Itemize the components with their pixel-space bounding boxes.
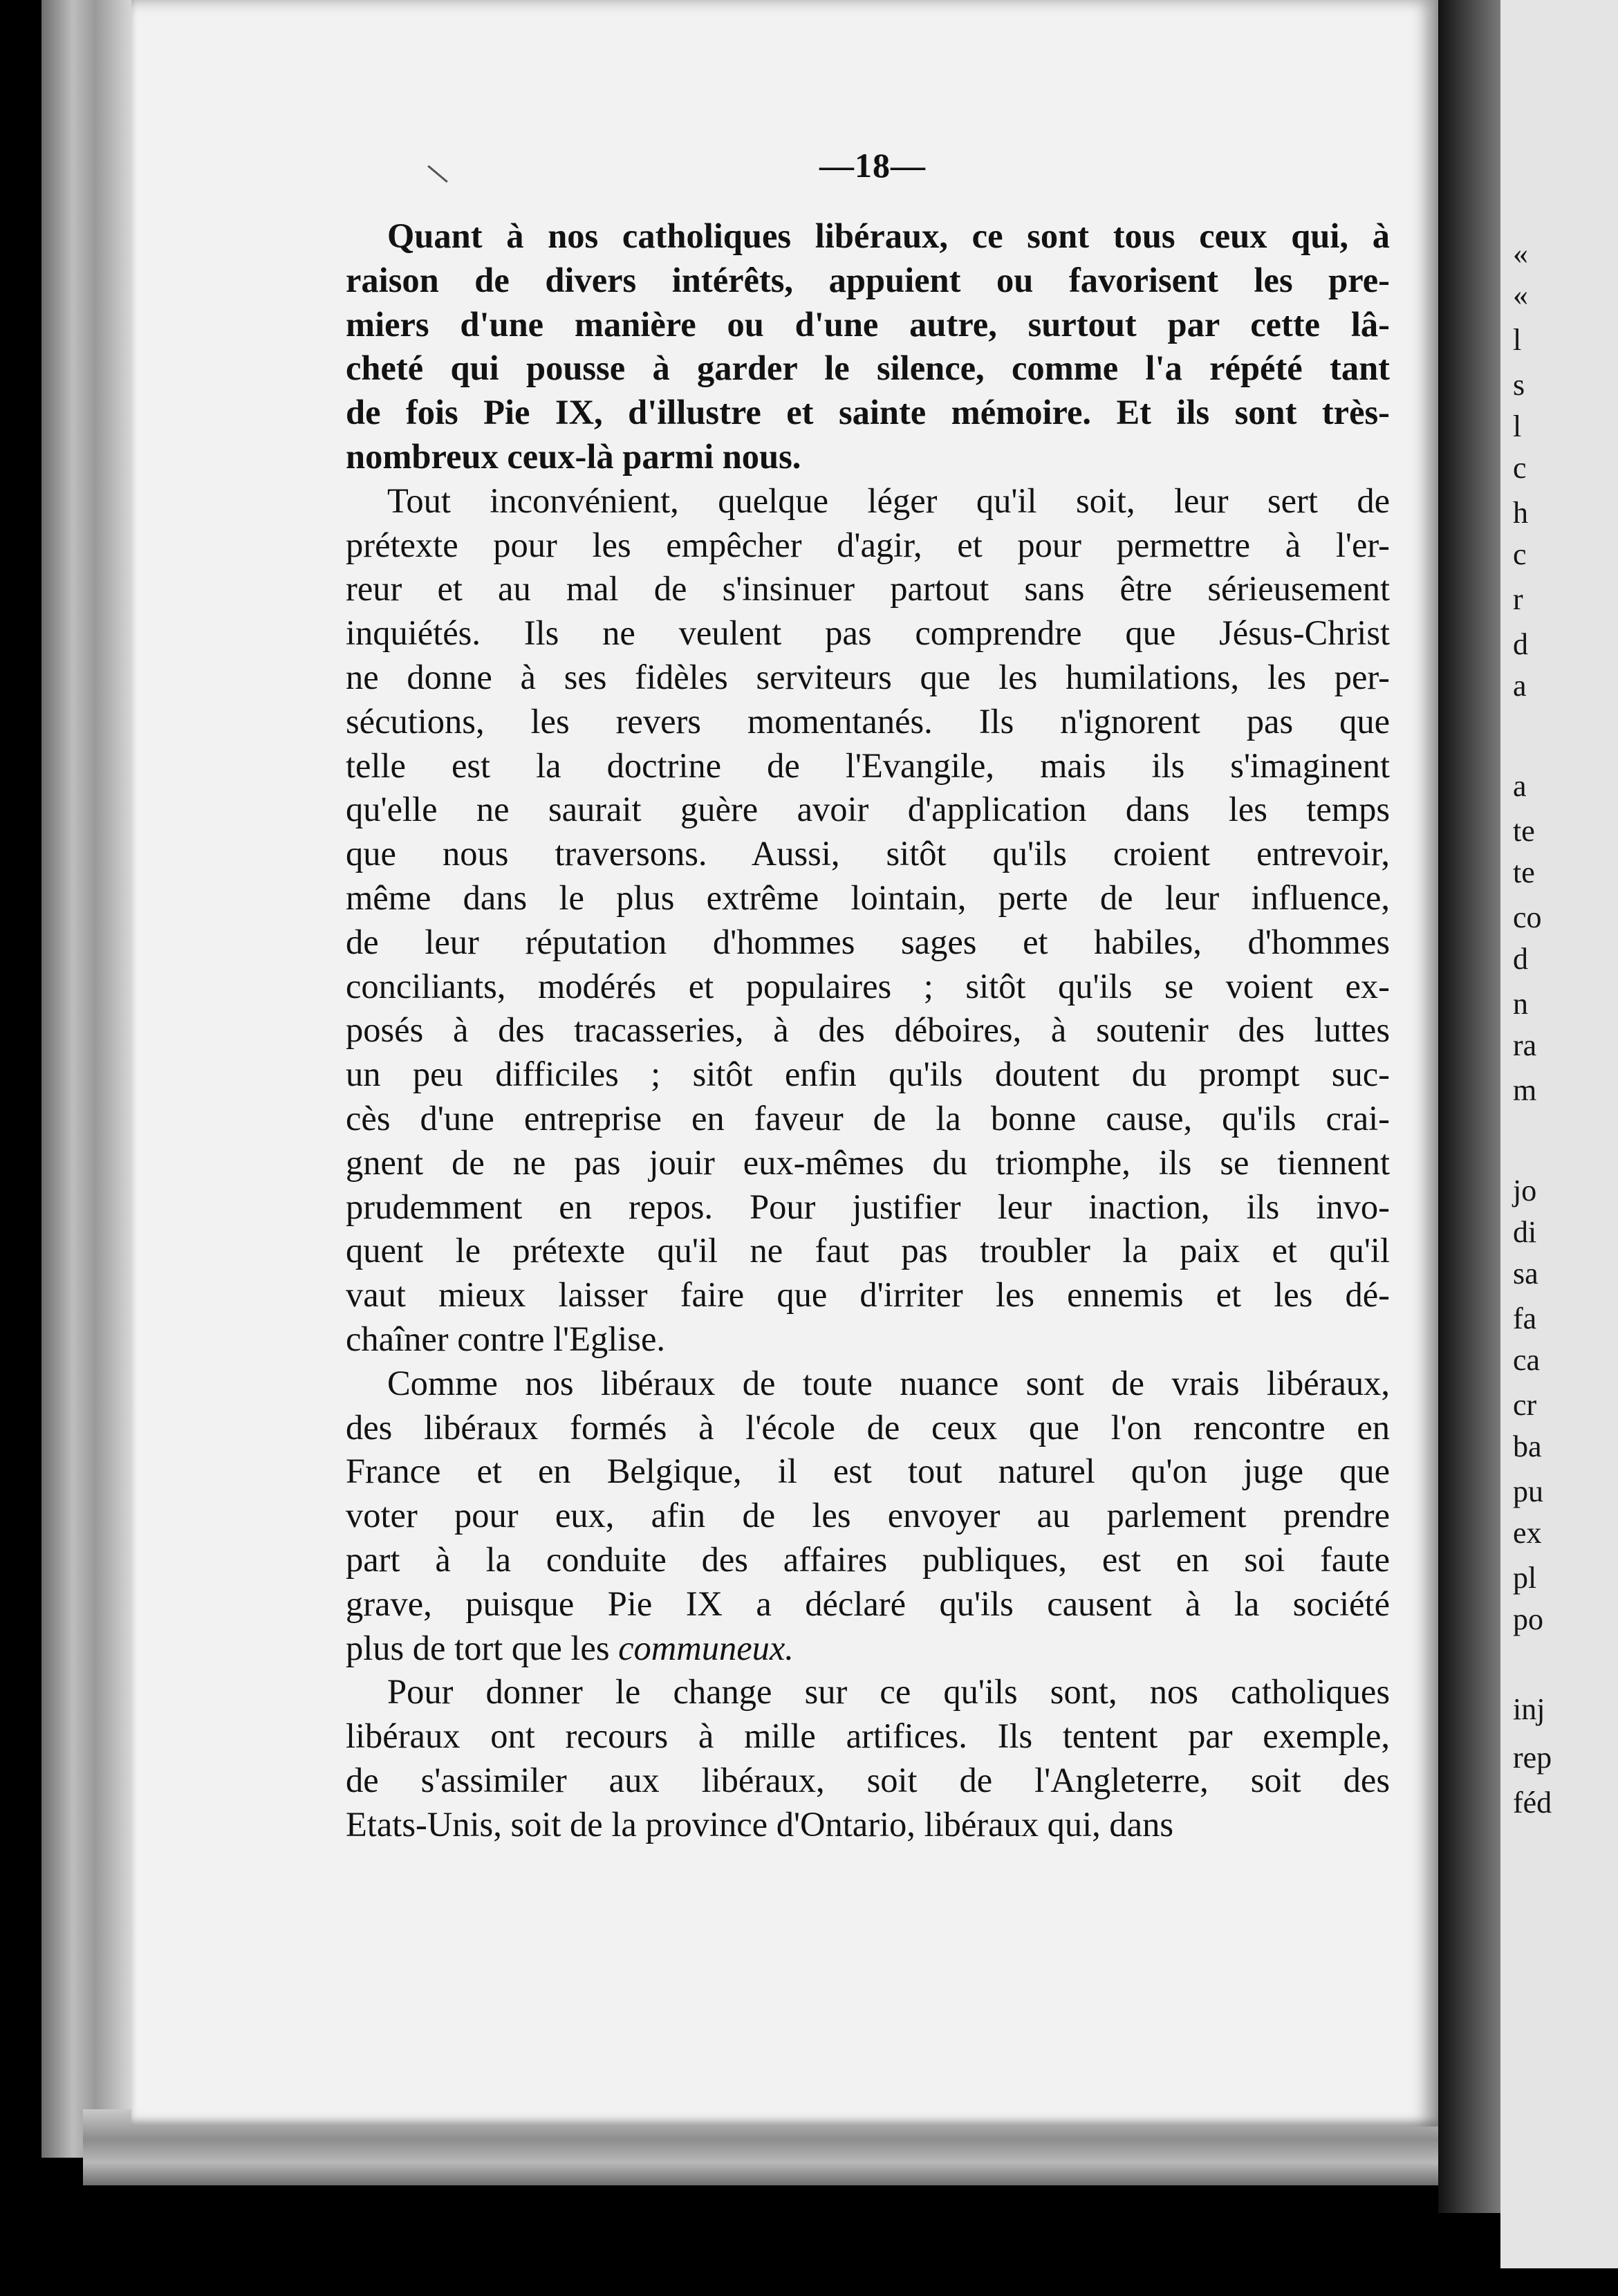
facing-page-text-fragment: a [1513, 669, 1527, 703]
text-line: miers d'une manière ou d'une autre, surtout par cette lâ- [346, 304, 1390, 344]
text-line: grave, puisque Pie IX a déclaré qu'ils causent à la société [346, 1584, 1390, 1623]
facing-page-text-fragment: sa [1513, 1257, 1538, 1290]
text-line: de s'assimiler aux libéraux, soit de l'Angleterre, soit des [346, 1760, 1390, 1799]
text-line: quent le prétexte qu'il ne faut pas troubler la paix et qu'il [346, 1231, 1390, 1270]
facing-page-text-fragment: inj [1513, 1692, 1545, 1726]
text-line: cès d'une entreprise en faveur de la bonne cause, qu'ils crai- [346, 1098, 1390, 1138]
facing-page-text-fragment: jo [1513, 1174, 1537, 1207]
facing-page-text-fragment: co [1513, 900, 1542, 934]
text-line: sécutions, les revers momentanés. Ils n'ignorent pas que [346, 701, 1390, 741]
text-line: prétexte pour les empêcher d'agir, et pour permettre à l'er- [346, 525, 1390, 564]
text-line: plus de tort que les communeux. [346, 1628, 794, 1667]
facing-page-fragment [1500, 0, 1618, 2268]
text-line: reur et au mal de s'insinuer partout sans être sérieusement [346, 569, 1390, 609]
text-line: part à la conduite des affaires publiques, est en soi faute [346, 1539, 1390, 1579]
paragraph [346, 1670, 1390, 1846]
book-gutter-shadow [1438, 0, 1500, 2213]
facing-page-text-fragment: féd [1513, 1786, 1552, 1820]
facing-page-text-fragment: fa [1513, 1302, 1537, 1335]
facing-page-text-fragment: di [1513, 1215, 1537, 1249]
paragraph [346, 479, 1390, 1362]
facing-page-text-fragment: r [1513, 582, 1523, 616]
text-line: prudemment en repos. Pour justifier leur inaction, ils invo- [346, 1187, 1390, 1226]
text-line: cheté qui pousse à garder le silence, comme l'a répété tant [346, 349, 1390, 388]
facing-page-text-fragment: te [1513, 814, 1535, 848]
facing-page-text-fragment: ca [1513, 1343, 1541, 1377]
facing-page-text-fragment: s [1513, 368, 1525, 402]
facing-page-text-fragment: pl [1513, 1561, 1537, 1595]
text-line: France et en Belgique, il est tout naturel qu'on juge que [346, 1452, 1390, 1491]
facing-page-text-fragment: te [1513, 855, 1535, 889]
text-line: même dans le plus extrême lointain, perte de leur influence, [346, 878, 1390, 917]
text-line: chaîner contre l'Eglise. [346, 1319, 665, 1358]
facing-page-text-fragment: d [1513, 627, 1528, 661]
text-line: ne donne à ses fidèles serviteurs que les humilations, les per- [346, 657, 1390, 696]
text-line: que nous traversons. Aussi, sitôt qu'ils croient entrevoir, [346, 834, 1390, 873]
page-body-text [346, 214, 1390, 1846]
text-line: conciliants, modérés et populaires ; sitôt qu'ils se voient ex- [346, 966, 1390, 1006]
text-line: qu'elle ne saurait guère avoir d'application dans les temps [346, 790, 1390, 829]
text-line: Tout inconvénient, quelque léger qu'il soit, leur sert de [387, 481, 1390, 520]
facing-page-text-fragment: c [1513, 537, 1527, 571]
facing-page-text-fragment: rep [1513, 1741, 1552, 1775]
page-number: —18— [819, 146, 926, 185]
paragraph [346, 1362, 1390, 1671]
text-line: inquiétés. Ils ne veulent pas comprendre que Jésus-Christ [346, 613, 1390, 653]
facing-page-text-fragment: cr [1513, 1388, 1537, 1422]
facing-page-text-fragment: pu [1513, 1474, 1543, 1508]
facing-page-text-fragment: c [1513, 451, 1527, 485]
facing-page-text-fragment: h [1513, 496, 1528, 530]
text-line: Quant à nos catholiques libéraux, ce sont tous ceux qui, à [387, 216, 1390, 255]
facing-page-text-fragment: l [1513, 323, 1522, 357]
facing-page-text-fragment: ba [1513, 1429, 1542, 1463]
facing-page-text-fragment: « [1513, 278, 1528, 312]
text-line: Pour donner le change sur ce qu'ils sont, nos catholiques [387, 1672, 1390, 1712]
text-line: Etats-Unis, soit de la province d'Ontario, libéraux qui, dans [346, 1804, 1173, 1844]
facing-page-text-fragment: d [1513, 942, 1528, 976]
facing-page-text-fragment: a [1513, 769, 1527, 803]
text-line: Comme nos libéraux de toute nuance sont de vrais libéraux, [387, 1363, 1390, 1402]
text-line: libéraux ont recours à mille artifices. Ils tentent par exemple, [346, 1716, 1390, 1756]
facing-page-text-fragment: ra [1513, 1028, 1537, 1062]
facing-page-text-fragment: l [1513, 409, 1522, 443]
paragraph [346, 214, 1390, 479]
text-line: nombreux ceux-là parmi nous. [346, 436, 801, 476]
text-line: de fois Pie IX, d'illustre et sainte mémoire. Et ils sont très- [346, 393, 1390, 432]
text-line: posés à des tracasseries, à des déboires, à soutenir des luttes [346, 1010, 1390, 1050]
text-line: vaut mieux laisser faire que d'irriter les ennemis et les dé- [346, 1275, 1390, 1315]
facing-page-text-fragment: « [1513, 237, 1528, 270]
page-stack-left-edge [41, 0, 131, 2158]
facing-page-text-fragment: ex [1513, 1516, 1542, 1550]
text-line: raison de divers intérêts, appuient ou favorisent les pre- [346, 260, 1390, 299]
text-line: un peu difficiles ; sitôt enfin qu'ils doutent du prompt suc- [346, 1055, 1390, 1094]
text-line: des libéraux formés à l'école de ceux que l'on rencontre en [346, 1407, 1390, 1447]
text-line: voter pour eux, afin de les envoyer au parlement prendre [346, 1496, 1390, 1535]
text-line: de leur réputation d'hommes sages et habiles, d'hommes [346, 922, 1390, 961]
text-line: gnent de ne pas jouir eux-mêmes du triomphe, ils se tiennent [346, 1142, 1390, 1182]
text-line: telle est la doctrine de l'Evangile, mais ils s'imaginent [346, 746, 1390, 785]
facing-page-text-fragment: po [1513, 1602, 1543, 1636]
facing-page-text-fragment: n [1513, 987, 1528, 1021]
facing-page-text-fragment: m [1513, 1073, 1537, 1107]
